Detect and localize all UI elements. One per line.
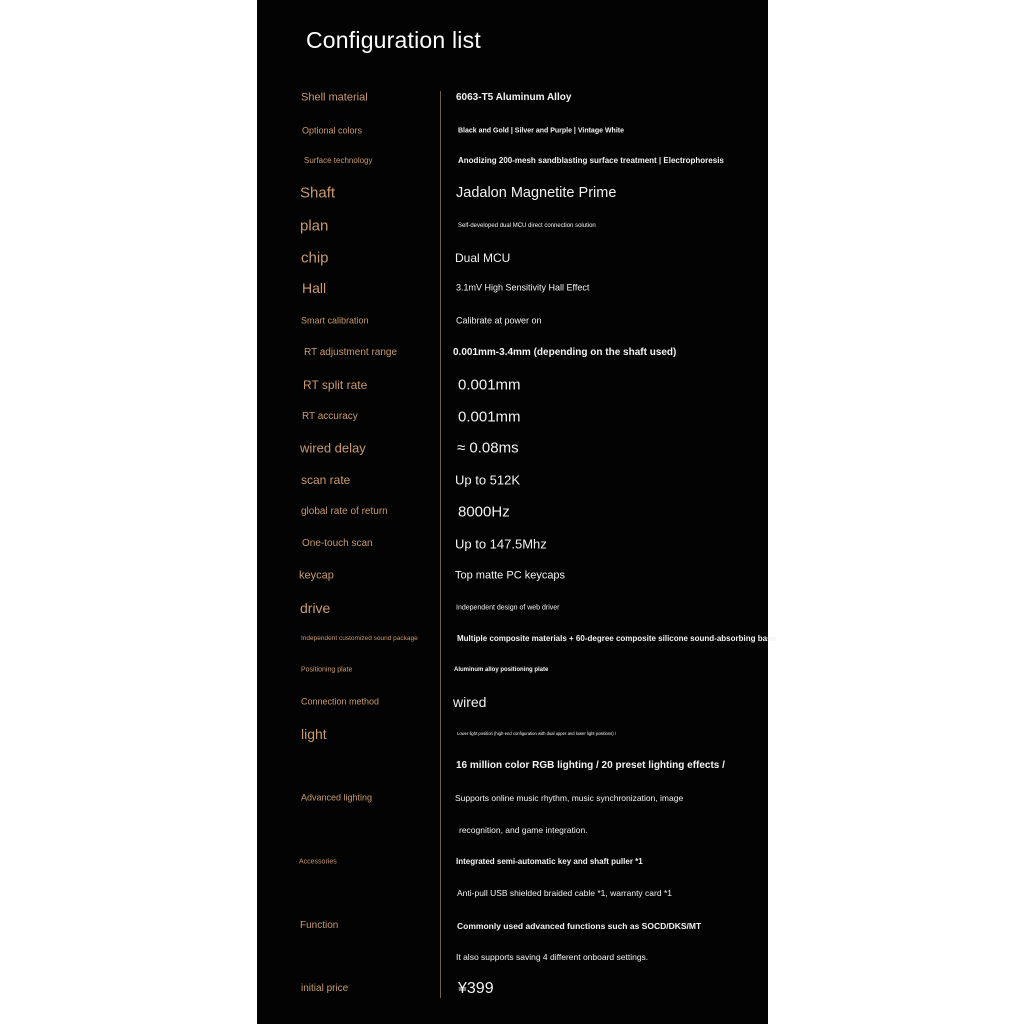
row-label: wired delay (300, 440, 366, 456)
row-value: Anodizing 200-mesh sandblasting surface treatment | Electrophoresis (458, 156, 724, 165)
row-label: Connection method (301, 696, 380, 707)
row-label: scan rate (301, 473, 351, 487)
row-label: RT accuracy (302, 411, 358, 422)
page-title: Configuration list (306, 27, 481, 53)
row-value: Integrated semi-automatic key and shaft puller *1 (456, 857, 643, 866)
row-value: Up to 147.5Mhz (455, 536, 547, 552)
row-value: Up to 512K (455, 472, 521, 488)
row-label: Independent customized sound package (301, 634, 418, 642)
row-label: initial price (301, 983, 349, 994)
row-label: Positioning plate (301, 666, 353, 674)
row-value: Commonly used advanced functions such as SOCD/DKS/MT (457, 920, 702, 931)
row-value: Dual MCU (455, 251, 511, 265)
row-label: global rate of return (301, 506, 388, 517)
row-label: Smart calibration (301, 315, 369, 326)
row-label: Advanced lighting (301, 792, 373, 803)
row-value: It also supports saving 4 different onboard settings. (456, 951, 649, 962)
row-value: 6063-T5 Aluminum Alloy (456, 92, 572, 103)
row-label: chip (301, 249, 329, 267)
row-value: Anti-pull USB shielded braided cable *1, warranty card *1 (457, 887, 672, 898)
row-label: Shaft (300, 184, 336, 202)
row-label: plan (300, 217, 329, 235)
row-value: 3.1mV High Sensitivity Hall Effect (456, 282, 590, 293)
row-value: Lower light position (high-end configuration with dual upper and lower light positions) / (457, 730, 616, 736)
row-value: Aluminum alloy positioning plate (454, 667, 549, 673)
row-label: Hall (302, 280, 327, 296)
row-value: 0.001mm (458, 408, 521, 426)
row-value: Jadalon Magnetite Prime (456, 184, 617, 201)
row-value: 16 million color RGB lighting / 20 preset lighting effects / (456, 760, 725, 771)
row-label: Function (300, 920, 339, 931)
row-label: light (301, 726, 327, 742)
row-label: Shell material (301, 91, 368, 104)
row-label: drive (300, 600, 331, 616)
row-label: Optional colors (302, 125, 363, 136)
row-value: Top matte PC keycaps (455, 569, 566, 582)
row-label: Accessories (299, 858, 337, 866)
row-label: keycap (299, 569, 334, 582)
configuration-panel (257, 0, 776, 1024)
column-divider (440, 91, 441, 998)
row-value: 8000Hz (458, 503, 510, 521)
row-value: Black and Gold | Silver and Purple | Vintage White (458, 127, 624, 135)
row-value: Multiple composite materials + 60-degree composite silicone sound-absorbing base (457, 634, 776, 643)
row-value: Independent design of web driver (456, 604, 560, 612)
row-label: One-touch scan (302, 538, 373, 549)
row-label: RT adjustment range (304, 347, 398, 358)
row-value: recognition, and game integration. (459, 824, 588, 835)
row-value: ≈ 0.08ms (457, 439, 519, 457)
row-label: RT split rate (303, 378, 368, 392)
row-label: Surface technology (304, 156, 373, 165)
row-value: ¥399 (458, 980, 494, 997)
row-value: 0.001mm (458, 376, 521, 394)
row-value: wired (453, 694, 487, 710)
row-value: Self-developed dual MCU direct connection solution (458, 223, 596, 229)
row-value: Calibrate at power on (456, 315, 542, 326)
row-value: 0.001mm-3.4mm (depending on the shaft used) (453, 347, 677, 358)
row-value: Supports online music rhythm, music synchronization, image (455, 792, 684, 803)
